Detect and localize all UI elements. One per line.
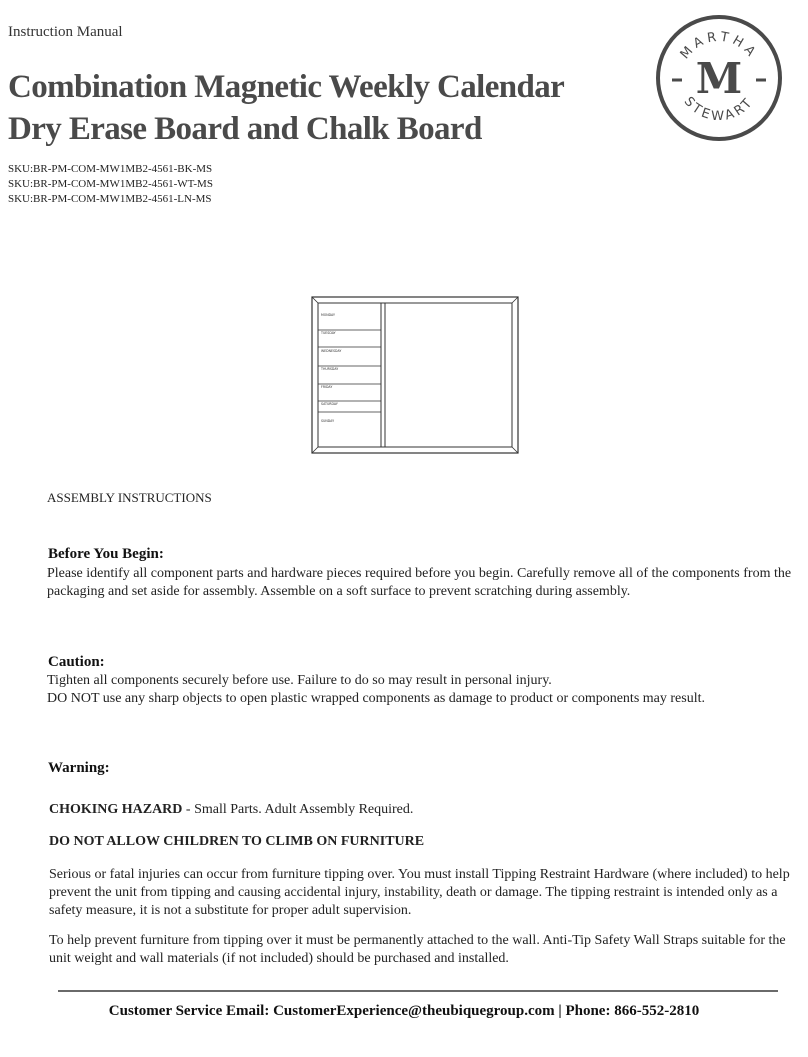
tipping-paragraph: Serious or fatal injuries can occur from furniture tipping over. You must install Tipping Restraint Hardware (where included) to help prevent the unit from tipping and causing accidental injury, instability, death or damage. The tipping restraint is intended only as a safety measure, it is not a substitute for proper adult supervision.: [49, 867, 790, 918]
warning-heading: Warning:: [48, 760, 110, 776]
diagram-day-label: TUESDAY: [321, 331, 336, 335]
choking-hazard-text: - Small Parts. Adult Assembly Required.: [182, 802, 414, 817]
choking-hazard: [49, 801, 413, 819]
diagram-day-label: MONDAY: [321, 313, 335, 317]
before-body: Please identify all component parts and hardware pieces required before you begin. Carefully remove all of the components from the packaging and set aside for assembly. Assemble on a soft surface to prevent scratching during assembly.: [47, 566, 792, 599]
caution-line-2: DO NOT use any sharp objects to open plastic wrapped components as damage to product or components may result.: [47, 691, 705, 706]
logo-brand-top: MARTHA: [677, 29, 761, 63]
title-line-2: Dry Erase Board and Chalk Board: [8, 111, 482, 147]
diagram-day-label: WEDNESDAY: [321, 349, 342, 353]
sku-2: SKU:BR-PM-COM-MW1MB2-4561-WT-MS: [8, 178, 213, 190]
product-diagram: [311, 296, 519, 454]
sku-1: SKU:BR-PM-COM-MW1MB2-4561-BK-MS: [8, 163, 213, 175]
sku-3: SKU:BR-PM-COM-MW1MB2-4561-LN-MS: [8, 193, 212, 205]
diagram-day-label: THURSDAY: [321, 367, 339, 371]
choking-hazard-label: CHOKING HAZARD: [49, 802, 183, 817]
diagram-day-label: SUNDAY: [321, 419, 335, 423]
caution-heading: Caution:: [48, 654, 105, 670]
caution-line-1: Tighten all components securely before use. Failure to do so may result in personal injury.: [47, 673, 552, 688]
logo-monogram: M: [695, 54, 743, 103]
customer-service-footer: Customer Service Email: CustomerExperience@theubiquegroup.com | Phone: 866-552-2810: [108, 1003, 700, 1019]
wall-straps-paragraph: To help prevent furniture from tipping over it must be permanently attached to the wall. Anti-Tip Safety Wall Straps suitable for the unit weight and wall materials (if not included) should be purchased and installed.: [49, 933, 786, 966]
page-title: [8, 66, 564, 150]
title-line-1: Combination Magnetic Weekly Calendar: [8, 69, 565, 105]
martha-stewart-logo: [655, 14, 783, 142]
logo-brand-bottom: STEWART: [680, 94, 758, 125]
climb-warning: DO NOT ALLOW CHILDREN TO CLIMB ON FURNITURE: [49, 834, 425, 849]
before-heading: Before You Begin:: [48, 546, 164, 562]
footer-divider: [58, 990, 778, 992]
diagram-day-label: SATURDAY: [321, 402, 338, 406]
assembly-heading: ASSEMBLY INSTRUCTIONS: [47, 490, 212, 505]
diagram-day-label: FRIDAY: [321, 385, 333, 389]
document-label: Instruction Manual: [8, 24, 123, 40]
